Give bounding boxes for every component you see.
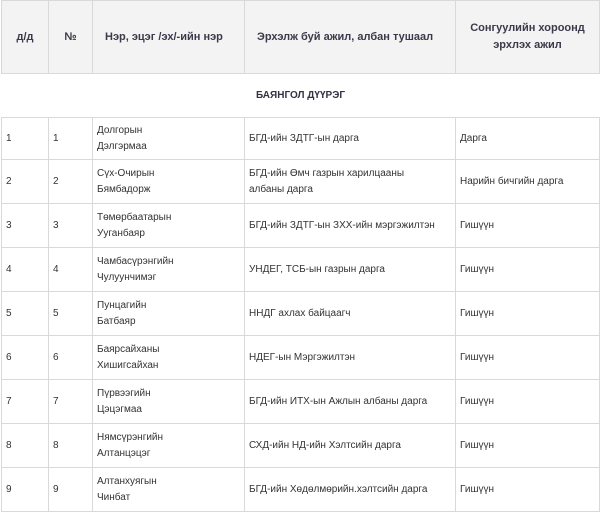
cell-name-line: Баярсайханы (97, 343, 160, 355)
table-row (2, 160, 600, 204)
cell-name-line: Нямсүрэнгийн (97, 431, 164, 443)
cell-number-line: 5 (53, 307, 59, 319)
cell-role-line: Нарийн бичгийн дарга (460, 175, 564, 187)
cell-name-line: Бямбадорж (97, 183, 151, 195)
cell-name (93, 468, 245, 512)
cell-role (456, 336, 600, 380)
cell-name (93, 336, 245, 380)
cell-job-line: ННДГ ахлах байцаагч (249, 307, 351, 319)
cell-job (245, 380, 456, 424)
table-row (2, 248, 600, 292)
district-label: БАЯНГОЛ ДҮҮРЭГ (2, 74, 600, 118)
cell-name-line: Цэцэгмаа (97, 403, 142, 415)
cell-dd (2, 424, 49, 468)
header-job: Эрхэлж буй ажил, албан тушаал (245, 1, 456, 74)
cell-name-line: Долгорын (97, 124, 143, 136)
cell-number (49, 468, 93, 512)
cell-dd-line: 6 (6, 351, 12, 363)
cell-role-line: Дарга (460, 132, 487, 144)
cell-name-line: Ууганбаяр (97, 227, 145, 239)
cell-dd-line: 5 (6, 307, 12, 319)
cell-name-line: Батбаяр (97, 315, 136, 327)
cell-role-line: Гишүүн (460, 263, 494, 275)
cell-number (49, 248, 93, 292)
cell-dd-line: 3 (6, 219, 12, 231)
cell-number-line: 2 (53, 175, 59, 187)
table-row (2, 336, 600, 380)
cell-job-line: албаны дарга (249, 183, 313, 195)
cell-role-line: Гишүүн (460, 351, 494, 363)
cell-dd (2, 160, 49, 204)
cell-name (93, 292, 245, 336)
cell-job (245, 118, 456, 160)
cell-number-line: 1 (53, 132, 59, 144)
cell-job-line: СХД-ийн НД-ийн Хэлтсийн дарга (249, 439, 401, 451)
cell-job-line: БГД-ийн ЗДТГ-ын дарга (249, 132, 359, 144)
cell-number-line: 9 (53, 483, 59, 495)
cell-role (456, 118, 600, 160)
cell-dd-line: 2 (6, 175, 12, 187)
cell-name-line: Хишигсайхан (97, 359, 159, 371)
header-number: № (49, 1, 93, 74)
cell-name-line: Дэлгэрмаа (97, 140, 147, 152)
cell-dd (2, 336, 49, 380)
table-row (2, 380, 600, 424)
header-row (2, 1, 600, 74)
district-row (2, 74, 600, 118)
cell-dd-line: 1 (6, 132, 12, 144)
cell-job-line: БГД-ийн ИТХ-ын Ажлын албаны дарга (249, 395, 428, 407)
cell-role-line: Гишүүн (460, 439, 494, 451)
cell-name (93, 424, 245, 468)
table-row (2, 424, 600, 468)
cell-number-line: 8 (53, 439, 59, 451)
cell-job-line: БГД-ийн ЗДТГ-ын ЗХХ-ийн мэргэжилтэн (249, 219, 435, 231)
cell-role-line: Гишүүн (460, 395, 494, 407)
table-row (2, 468, 600, 512)
cell-dd (2, 468, 49, 512)
cell-number-line: 3 (53, 219, 59, 231)
cell-number-line: 7 (53, 395, 59, 407)
cell-job-line: БГД-ийн Хөдөлмөрийн.хэлтсийн дарга (249, 483, 428, 495)
cell-number-line: 6 (53, 351, 59, 363)
cell-dd (2, 204, 49, 248)
cell-name-line: Алтанцэцэг (97, 447, 151, 459)
cell-role-line: Гишүүн (460, 483, 494, 495)
cell-name-line: Пүрвээгийн (97, 387, 151, 399)
cell-dd-line: 7 (6, 395, 12, 407)
cell-name (93, 204, 245, 248)
cell-number (49, 424, 93, 468)
cell-number (49, 336, 93, 380)
table-row (2, 292, 600, 336)
cell-job (245, 248, 456, 292)
cell-job-line: НДЕГ-ын Мэргэжилтэн (249, 351, 356, 363)
cell-role (456, 468, 600, 512)
cell-name-line: Төмөрбаатарын (97, 211, 172, 223)
header-name: Нэр, эцэг /эх/-ийн нэр (93, 1, 245, 74)
cell-role (456, 424, 600, 468)
cell-number (49, 204, 93, 248)
cell-name-line: Пунцагийн (97, 299, 147, 311)
cell-dd-line: 4 (6, 263, 12, 275)
cell-name-line: Алтанхуягын (97, 475, 157, 487)
cell-job (245, 336, 456, 380)
cell-dd (2, 380, 49, 424)
cell-dd-line: 8 (6, 439, 12, 451)
cell-job (245, 204, 456, 248)
cell-role (456, 380, 600, 424)
cell-role (456, 292, 600, 336)
cell-name (93, 248, 245, 292)
table-row (2, 118, 600, 160)
cell-job (245, 160, 456, 204)
commission-table (1, 0, 600, 512)
cell-name-line: Сүх-Очирын (97, 167, 155, 179)
header-dd: д/д (2, 1, 49, 74)
cell-number (49, 292, 93, 336)
cell-number (49, 160, 93, 204)
cell-job (245, 424, 456, 468)
cell-job-line: УНДЕГ, ТСБ-ын газрын дарга (249, 263, 385, 275)
cell-role-line: Гишүүн (460, 219, 494, 231)
cell-name-line: Чинбат (97, 491, 131, 503)
cell-dd (2, 248, 49, 292)
cell-number (49, 118, 93, 160)
cell-job (245, 292, 456, 336)
header-role: Сонгуулийн хороонд эрхлэх ажил (456, 1, 600, 74)
cell-number-line: 4 (53, 263, 59, 275)
cell-job-line: БГД-ийн Өмч газрын харилцааны (249, 167, 405, 179)
cell-role (456, 248, 600, 292)
cell-name (93, 380, 245, 424)
cell-name (93, 160, 245, 204)
cell-dd-line: 9 (6, 483, 12, 495)
cell-name (93, 118, 245, 160)
cell-role (456, 160, 600, 204)
cell-number (49, 380, 93, 424)
cell-role (456, 204, 600, 248)
table-row (2, 204, 600, 248)
cell-dd (2, 292, 49, 336)
cell-job (245, 468, 456, 512)
cell-role-line: Гишүүн (460, 307, 494, 319)
cell-dd (2, 118, 49, 160)
cell-name-line: Чулуунчимэг (97, 271, 157, 283)
cell-name-line: Чамбасүрэнгийн (97, 255, 174, 267)
